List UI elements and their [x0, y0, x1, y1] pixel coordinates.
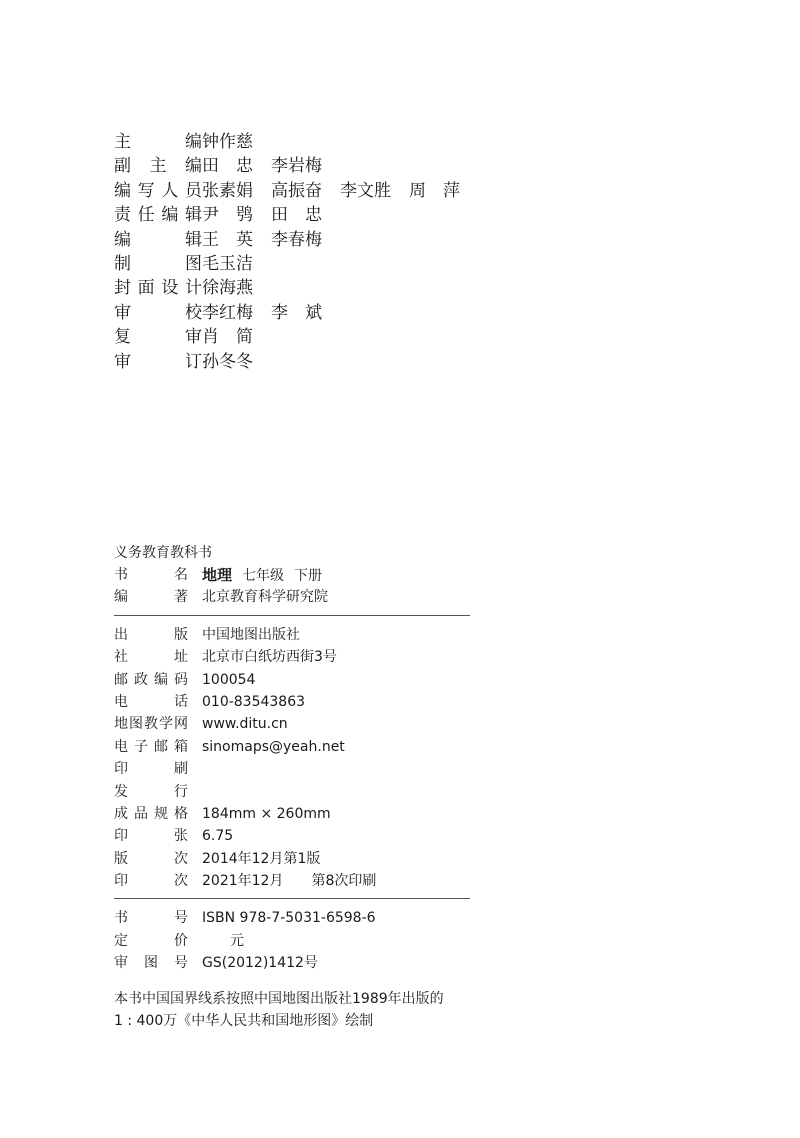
staff-role: 制 图 — [114, 253, 202, 274]
colophon-label: 版 次 — [114, 850, 188, 867]
staff-role: 编 辑 — [114, 229, 202, 250]
book-grade: 七年级 — [242, 568, 285, 584]
staff-name: 徐海燕 — [202, 278, 253, 299]
staff-row — [114, 276, 478, 300]
staff-name: 肖 简 — [202, 327, 253, 348]
colophon-row — [114, 586, 470, 608]
colophon-row — [114, 848, 470, 870]
colophon-label: 地 图 教 学 网 — [114, 716, 188, 733]
staff-role: 副 主 编 — [114, 156, 202, 177]
series-title: 义务教育教科书 — [114, 545, 212, 561]
colophon-label: 定 价 — [114, 932, 188, 949]
colophon-row — [114, 691, 470, 713]
staff-name: 王 英 — [202, 229, 253, 250]
colophon-row — [114, 758, 470, 780]
colophon-label: 邮 政 编 码 — [114, 671, 188, 688]
colophon-row — [114, 624, 470, 646]
staff-row — [114, 179, 478, 203]
staff-role: 主 编 — [114, 132, 202, 152]
colophon-value: www.ditu.cn — [202, 716, 288, 733]
colophon-row — [114, 781, 470, 803]
colophon-row — [114, 930, 470, 952]
staff-name: 周 萍 — [409, 180, 460, 201]
colophon-row — [114, 825, 470, 847]
colophon-row — [114, 669, 470, 691]
colophon-label: 审 图 号 — [114, 955, 188, 972]
staff-name: 孙冬冬 — [202, 351, 253, 372]
colophon-row — [114, 713, 470, 735]
staff-name: 李 斌 — [271, 302, 322, 323]
colophon-row — [114, 870, 470, 892]
staff-row — [114, 325, 478, 349]
staff-row — [114, 154, 478, 178]
colophon-value: 中国地图出版社 — [202, 626, 300, 643]
staff-row — [114, 130, 478, 154]
colophon-value: sinomaps@yeah.net — [202, 738, 345, 755]
staff-name: 钟作慈 — [202, 132, 253, 152]
colophon-label: 印 刷 — [114, 761, 188, 778]
staff-name: 田 忠 — [271, 205, 322, 226]
colophon-label: 发 行 — [114, 783, 188, 800]
colophon-label: 社 址 — [114, 649, 188, 666]
staff-row — [114, 252, 478, 276]
staff-name: 田 忠 — [202, 156, 253, 177]
staff-role: 审 订 — [114, 351, 202, 372]
colophon-value: 2014年12月第1版 — [202, 850, 321, 867]
colophon-row — [114, 564, 470, 586]
colophon-row — [114, 907, 470, 929]
colophon-value: 100054 — [202, 671, 256, 688]
colophon-row — [114, 952, 470, 974]
staff-role: 封 面 设 计 — [114, 278, 202, 299]
staff-row — [114, 350, 478, 374]
staff-name: 李红梅 — [202, 302, 253, 323]
divider — [114, 615, 470, 616]
colophon-value: 2021年12月 第8次印刷 — [202, 873, 377, 890]
colophon-label: 电 话 — [114, 693, 188, 710]
staff-row — [114, 203, 478, 227]
staff-role: 复 审 — [114, 327, 202, 348]
colophon-row — [114, 803, 470, 825]
staff-name: 李岩梅 — [271, 156, 322, 177]
staff-list — [114, 130, 478, 374]
colophon-label: 电 子 邮 箱 — [114, 738, 188, 755]
divider — [114, 898, 470, 899]
colophon-value: 元 — [202, 932, 244, 949]
colophon-value: 184mm × 260mm — [202, 805, 331, 822]
staff-role: 编 写 人 员 — [114, 180, 202, 201]
colophon-label: 成 品 规 格 — [114, 805, 188, 822]
staff-row — [114, 228, 478, 252]
staff-row — [114, 301, 478, 325]
book-volume: 下册 — [294, 568, 323, 584]
colophon-value: 北京教育科学研究院 — [202, 589, 328, 606]
colophon-value: 6.75 — [202, 828, 234, 845]
colophon — [114, 542, 470, 975]
colophon-label: 出 版 — [114, 626, 188, 643]
staff-name: 李春梅 — [271, 229, 322, 250]
staff-name: 高振奋 — [271, 180, 322, 201]
colophon-label: 印 次 — [114, 873, 188, 890]
colophon-label: 编 著 — [114, 589, 188, 606]
note-line: 本书中国国界线系按照中国地图出版社1989年出版的 — [114, 991, 444, 1007]
colophon-value: GS(2012)1412号 — [202, 955, 318, 972]
book-title: 地理 — [202, 566, 233, 584]
staff-name: 李文胜 — [340, 180, 391, 201]
colophon-label: 印 张 — [114, 828, 188, 845]
map-note — [114, 988, 474, 1032]
colophon-row — [114, 736, 470, 758]
staff-role: 审 校 — [114, 302, 202, 323]
colophon-value: ISBN 978-7-5031-6598-6 — [202, 910, 376, 927]
staff-name: 尹 鸮 — [202, 205, 253, 226]
staff-name: 张素娟 — [202, 180, 253, 201]
colophon-value: 北京市白纸坊西街3号 — [202, 649, 337, 666]
note-line: 1 : 400万《中华人民共和国地形图》绘制 — [114, 1013, 374, 1029]
colophon-label: 书 名 — [114, 567, 188, 583]
colophon-value: 010-83543863 — [202, 693, 306, 710]
colophon-label: 书 号 — [114, 910, 188, 927]
staff-role: 责 任 编 辑 — [114, 205, 202, 226]
staff-name: 毛玉洁 — [202, 253, 253, 274]
colophon-row — [114, 646, 470, 668]
